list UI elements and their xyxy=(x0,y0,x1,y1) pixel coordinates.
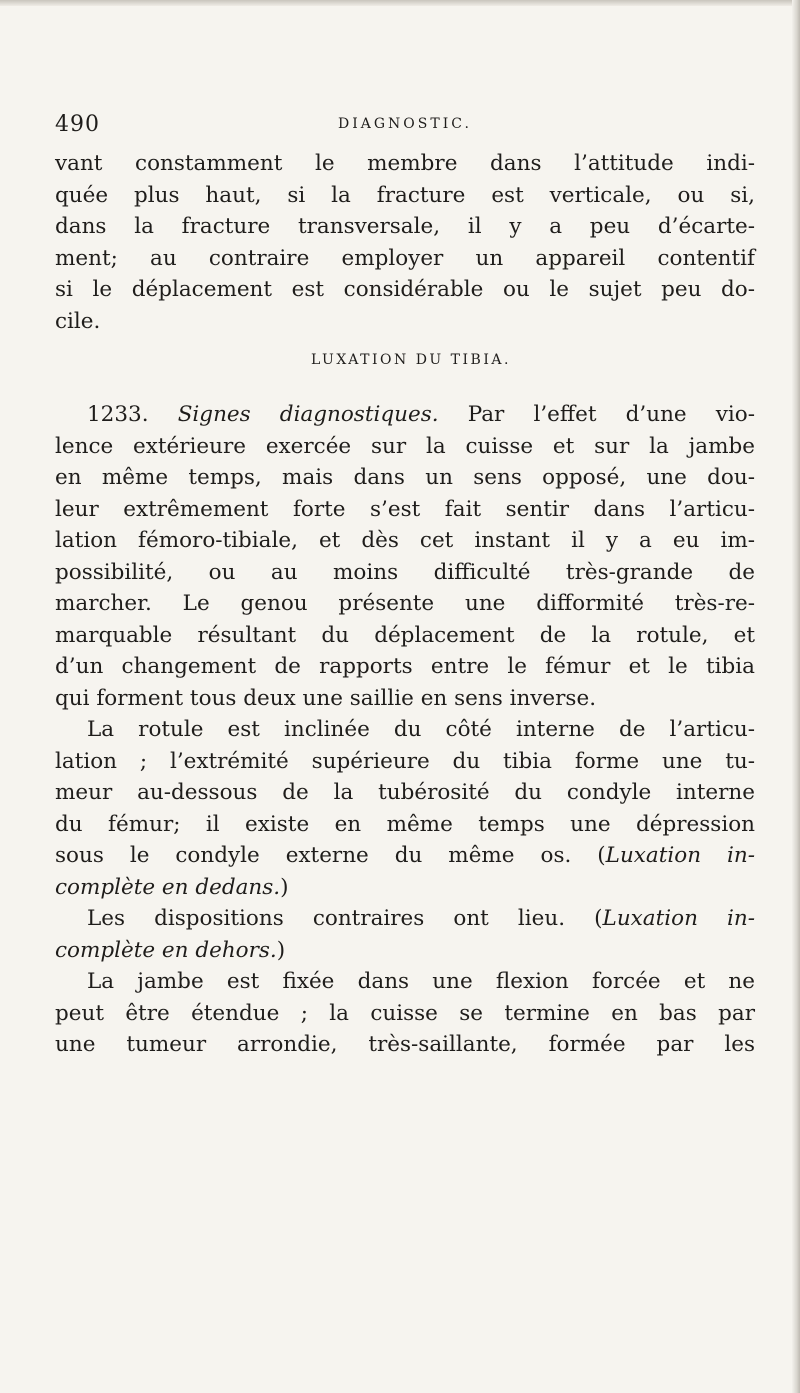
page-header xyxy=(55,112,755,142)
text-line: en même temps, mais dans un sens opposé, une dou- xyxy=(55,465,755,490)
paragraph-subtitle: Signes diagnostiques. xyxy=(177,402,439,427)
text-line: qui forment tous deux une saillie en sens inverse. xyxy=(55,685,597,711)
line-text: sous le condyle externe du même os. ( xyxy=(55,843,606,868)
text-line: peut être étendue ; la cuisse se termine en bas par xyxy=(55,1000,755,1026)
text-line: dans la fracture transversale, il y a peu d’écarte- xyxy=(55,214,755,239)
text-line: possibilité, ou au moins difficulté très-grande de xyxy=(55,559,755,585)
text-line xyxy=(55,840,755,872)
text-line: quée plus haut, si la fracture est verticale, ou si, xyxy=(55,182,755,208)
text-line: lation fémoro-tibiale, et dès cet instant il y a eu im- xyxy=(55,528,755,553)
text-line: si le déplacement est considérable ou le sujet peu do- xyxy=(55,277,755,302)
line-text: Les dispositions contraires ont lieu. ( xyxy=(87,906,603,931)
text-line: complète en dedans.) xyxy=(55,874,289,900)
paragraph-number: 1233. xyxy=(87,402,149,427)
text-line: d’un changement de rapports entre le fémur et le tibia xyxy=(55,654,755,679)
text-line xyxy=(55,903,755,935)
text-line: du fémur; il existe en même temps une dépression xyxy=(55,811,755,837)
text-line: complète en dehors.) xyxy=(55,937,286,963)
paragraph-first-line xyxy=(55,399,755,431)
page-right-edge xyxy=(792,0,800,1393)
first-line-text: Par l’effet d’une vio- xyxy=(467,402,756,427)
italic-note: Luxation in- xyxy=(605,843,756,868)
text-line: La rotule est inclinée du côté interne de l’articu- xyxy=(87,717,755,742)
text-line: meur au-dessous de la tubérosité du condyle interne xyxy=(55,780,755,805)
page-top-edge xyxy=(0,0,800,6)
italic-note: complète en dehors. xyxy=(55,937,277,963)
text-line: marquable résultant du déplacement de la rotule, et xyxy=(55,622,755,648)
body-text xyxy=(55,148,755,1061)
text-line: lence extérieure exercée sur la cuisse et sur la jambe xyxy=(55,433,755,459)
text-line: ment; au contraire employer un appareil contentif xyxy=(55,245,755,271)
text-line: lation ; l’extrémité supérieure du tibia forme une tu- xyxy=(55,748,755,774)
text-line: cile. xyxy=(55,308,101,334)
italic-note: complète en dedans. xyxy=(55,874,281,900)
italic-note: Luxation in- xyxy=(602,906,755,931)
text-line: leur extrêmement forte s’est fait sentir dans l’articu- xyxy=(55,496,755,522)
text-line: une tumeur arrondie, très-saillante, formée par les xyxy=(55,1032,755,1057)
running-head: DIAGNOSTIC. xyxy=(338,116,472,132)
page-number: 490 xyxy=(55,112,100,137)
text-line: La jambe est fixée dans une flexion forcée et ne xyxy=(87,969,755,994)
text-line: vant constamment le membre dans l’attitude indi- xyxy=(55,151,755,176)
text-line: marcher. Le genou présente une difformité très-re- xyxy=(55,591,755,616)
section-heading: LUXATION DU TIBIA. xyxy=(311,352,511,368)
